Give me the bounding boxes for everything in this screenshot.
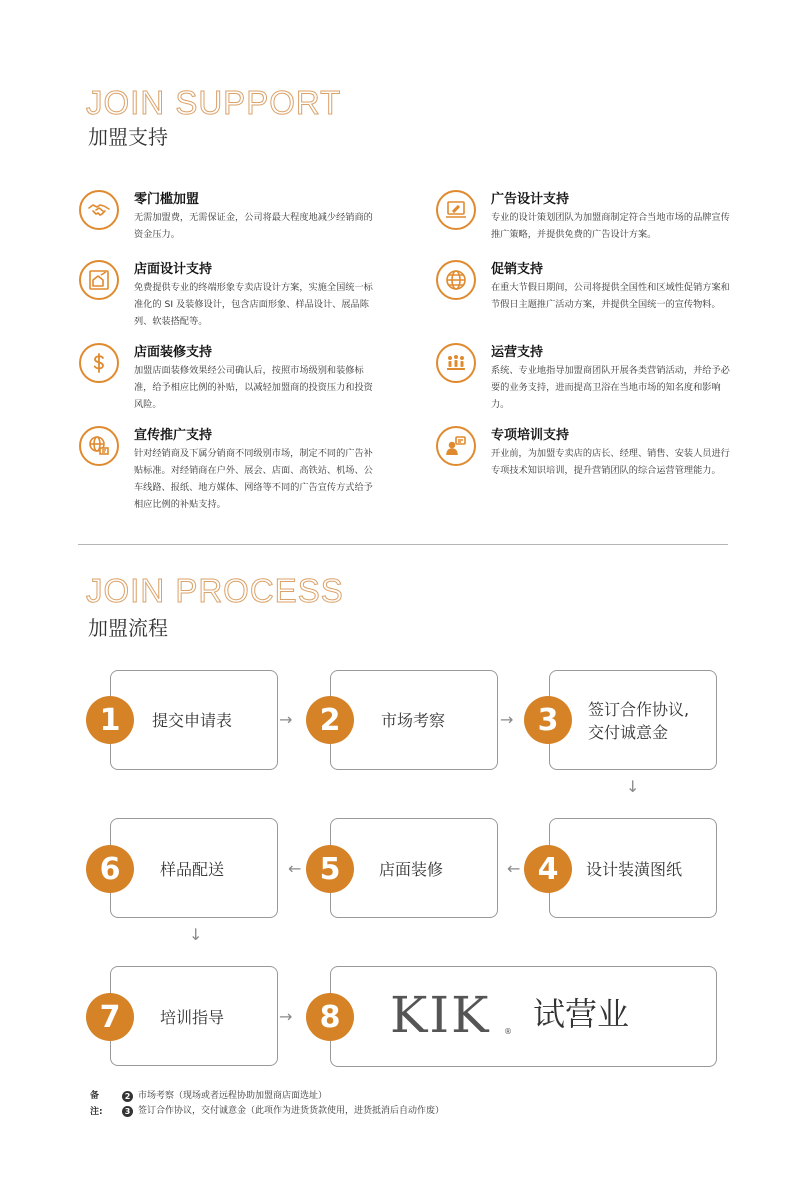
step-label-1: 提交申请表 [152, 711, 233, 730]
support-item-title: 宣传推广支持 [134, 428, 213, 443]
arrow-down-icon: ↓ [626, 777, 640, 796]
arrow-left-icon: ← [507, 859, 521, 878]
support-item-title: 店面装修支持 [134, 345, 213, 360]
support-cn-title: 加盟支持 [88, 125, 168, 149]
support-item-title: 专项培训支持 [491, 428, 570, 443]
promotion-globe-icon [79, 426, 119, 466]
ad-design-icon [436, 190, 476, 230]
registered-mark: ® [504, 1027, 512, 1036]
support-item-title: 零门槛加盟 [134, 192, 200, 207]
dollar-icon [79, 343, 119, 383]
section-divider [78, 544, 728, 545]
support-item-title: 店面设计支持 [134, 262, 213, 277]
support-item-desc: 专业的设计策划团队为加盟商制定符合当地市场的品牌宣传推广策略，并提供免费的广告设计方案。 [491, 212, 730, 240]
step-number-5: 5 [306, 845, 354, 893]
note-number: 3 [122, 1106, 133, 1117]
step-box-8 [330, 966, 717, 1067]
support-item-desc: 系统、专业地指导加盟商团队开展各类营销活动，并给予必要的业务支持，进而提高卫浴在当地市场的知名度和影响力。 [491, 365, 730, 410]
step-label-3-line1: 签订合作协议, [588, 700, 690, 719]
handshake-icon [79, 190, 119, 230]
step-number-8: 8 [306, 993, 354, 1041]
note-number: 2 [122, 1091, 133, 1102]
support-item-title: 促销支持 [491, 262, 544, 277]
support-item-desc: 免费提供专业的终端形象专卖店设计方案，实施全国统一标准化的 SI 及装修设计，包含店面形象、样品设计、展品陈列、软装搭配等。 [134, 282, 373, 327]
store-design-icon [79, 260, 119, 300]
arrow-right-icon: → [500, 710, 514, 729]
support-item-desc: 针对经销商及下属分销商不同级别市场，制定不同的广告补贴标准。对经销商在户外、展会、店面、高铁站、机场、公车线路、报纸、地方媒体、网络等不同的广告宣传方式给予相应比例的补贴支持。 [134, 448, 373, 510]
step-label-7: 培训指导 [160, 1008, 225, 1027]
trainer-icon [436, 426, 476, 466]
notes-label: 备注: [90, 1091, 103, 1117]
arrow-right-icon: → [279, 710, 293, 729]
step-label-6: 样品配送 [160, 860, 225, 879]
note-item [122, 1088, 327, 1104]
step-number-4: 4 [524, 845, 572, 893]
step-number-6: 6 [86, 845, 134, 893]
arrow-down-icon: ↓ [189, 925, 203, 944]
step-number-2: 2 [306, 696, 354, 744]
support-item-title: 广告设计支持 [491, 192, 570, 207]
note-text: 签订合作协议，交付诚意金（此项作为进货货款使用，进货抵消后自动作废） [138, 1106, 445, 1116]
step-label-3-line2: 交付诚意金 [588, 723, 669, 742]
step-label-5: 店面装修 [379, 860, 444, 879]
note-text: 市场考察（现场或者远程协助加盟商店面选址） [138, 1091, 328, 1101]
arrow-right-icon: → [279, 1007, 293, 1026]
step-number-3: 3 [524, 696, 572, 744]
kik-logo: KIK [390, 986, 491, 1044]
support-item-desc: 在重大节假日期间，公司将提供全国性和区域性促销方案和节假日主题推广活动方案，并提供全国统一的宣传物料。 [491, 282, 730, 310]
process-cn-title: 加盟流程 [88, 616, 168, 640]
step-number-1: 1 [86, 696, 134, 744]
support-item-title: 运营支持 [491, 345, 544, 360]
step-number-7: 7 [86, 993, 134, 1041]
support-item-desc: 开业前，为加盟专卖店的店长、经理、销售、安装人员进行专项技术知识培训，提升营销团队的综合运营管理能力。 [491, 448, 730, 476]
note-item [122, 1103, 444, 1119]
process-en-title: JOIN PROCESS [86, 572, 344, 609]
arrow-left-icon: ← [288, 859, 302, 878]
support-en-title: JOIN SUPPORT [86, 84, 342, 121]
step-label-2: 市场考察 [381, 711, 446, 730]
step-label-4: 设计装潢图纸 [586, 860, 683, 879]
support-item-desc: 无需加盟费，无需保证金，公司将最大程度地减少经销商的资金压力。 [134, 212, 373, 240]
globe-icon [436, 260, 476, 300]
team-icon [436, 343, 476, 383]
support-item-desc: 加盟店面装修效果经公司确认后，按照市场级别和装修标准，给予相应比例的补贴，以减轻加盟商的投资压力和投资风险。 [134, 365, 373, 410]
step-label-8: 试营业 [533, 995, 630, 1033]
